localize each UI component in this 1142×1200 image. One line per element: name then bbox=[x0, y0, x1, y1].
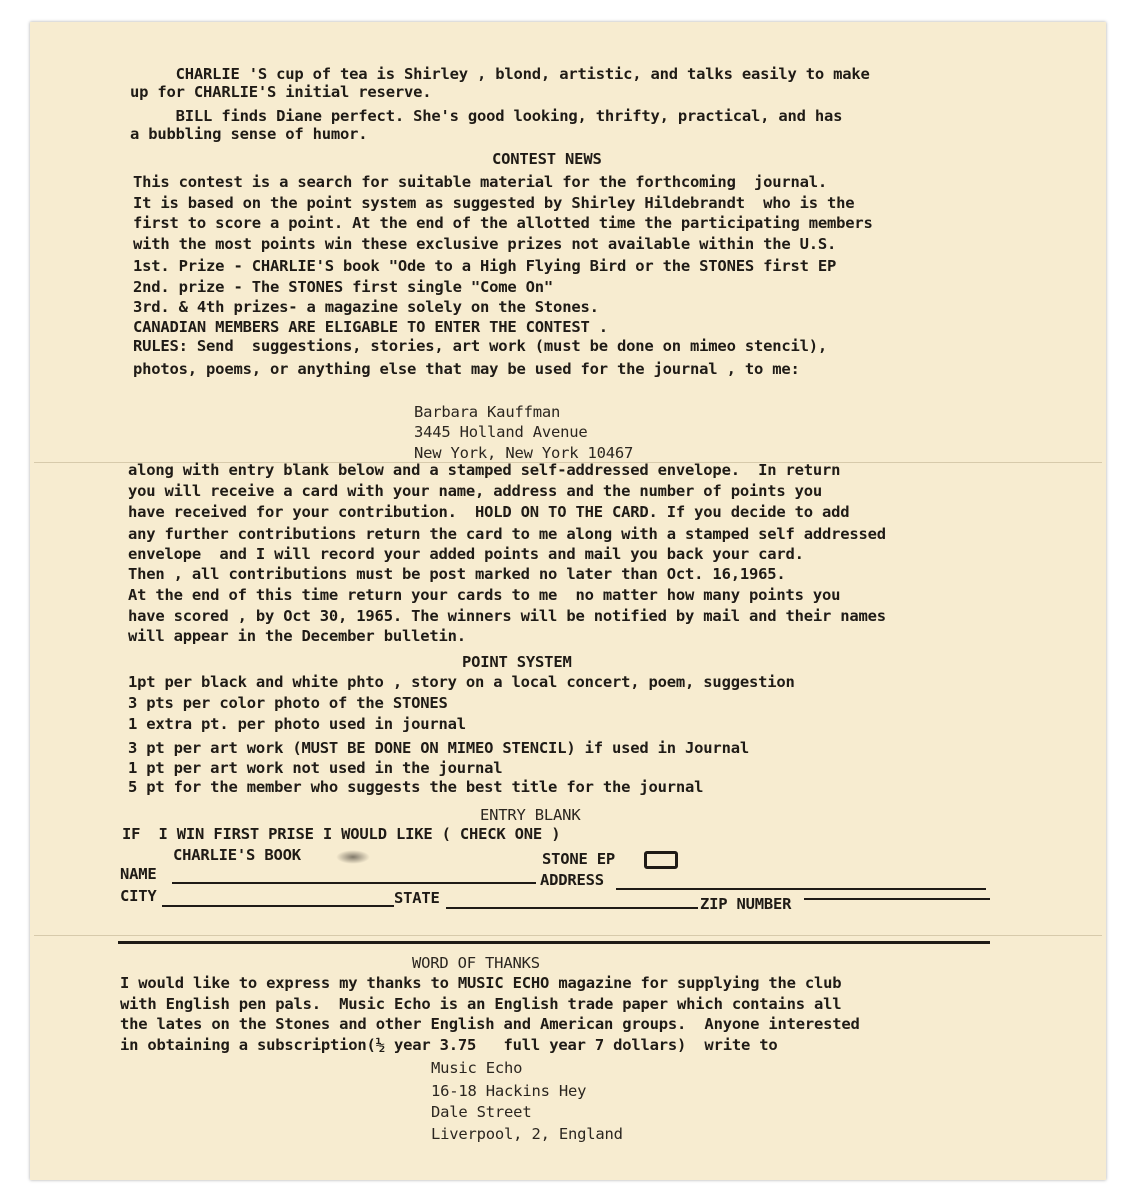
entry-blank-prompt: IF I WIN FIRST PRISE I WOULD LIKE ( CHECK ONE ) bbox=[122, 825, 561, 843]
instructions-line: any further contributions return the card to me along with a stamped self addressed bbox=[128, 525, 886, 543]
contest-line: 1st. Prize - CHARLIE'S book "Ode to a High Flying Bird or the STONES first EP bbox=[133, 257, 837, 275]
address-line: New York, New York 10467 bbox=[414, 444, 634, 462]
address-label: ADDRESS bbox=[540, 871, 604, 889]
contest-heading: CONTEST NEWS bbox=[492, 150, 602, 168]
thanks-heading: WORD OF THANKS bbox=[412, 954, 540, 972]
state-label: STATE bbox=[394, 889, 440, 907]
book-checkbox[interactable] bbox=[336, 850, 370, 864]
entry-blank-heading: ENTRY BLANK bbox=[480, 806, 581, 824]
contest-line: 3rd. & 4th prizes- a magazine solely on the Stones. bbox=[133, 298, 599, 316]
point-system-line: 1pt per black and white phto , story on a local concert, poem, suggestion bbox=[128, 673, 795, 691]
intro-line: up for CHARLIE'S initial reserve. bbox=[130, 83, 432, 101]
point-system-line: 1 extra pt. per photo used in journal bbox=[128, 715, 466, 733]
thanks-line: I would like to express my thanks to MUSIC ECHO magazine for supplying the club bbox=[120, 974, 842, 992]
thanks-line: the lates on the Stones and other English and American groups. Anyone interested bbox=[120, 1015, 860, 1033]
instructions-line: have scored , by Oct 30, 1965. The winners will be notified by mail and their names bbox=[128, 607, 886, 625]
instructions-line: envelope and I will record your added points and mail you back your card. bbox=[128, 545, 804, 563]
name-field[interactable] bbox=[172, 882, 536, 884]
zip-field[interactable] bbox=[804, 898, 990, 900]
instructions-line: will appear in the December bulletin. bbox=[128, 627, 466, 645]
intro-line: a bubbling sense of humor. bbox=[130, 125, 368, 143]
city-field[interactable] bbox=[162, 905, 394, 907]
ep-option-label: STONE EP bbox=[542, 850, 616, 868]
city-label: CITY bbox=[120, 887, 157, 905]
point-system-line: 3 pt per art work (MUST BE DONE ON MIMEO STENCIL) if used in Journal bbox=[128, 739, 749, 757]
instructions-line: have received for your contribution. HOLD ON TO THE CARD. If you decide to add bbox=[128, 503, 850, 521]
intro-line: CHARLIE 'S cup of tea is Shirley , blond, artistic, and talks easily to make bbox=[130, 65, 870, 83]
contest-line: 2nd. prize - The STONES first single "Come On" bbox=[133, 278, 554, 296]
address-line: 16-18 Hackins Hey bbox=[431, 1082, 587, 1100]
address-field[interactable] bbox=[616, 888, 986, 890]
contest-line: with the most points win these exclusive prizes not available within the U.S. bbox=[133, 235, 837, 253]
state-field[interactable] bbox=[446, 907, 698, 909]
address-line: Dale Street bbox=[431, 1103, 532, 1121]
cut-line bbox=[118, 941, 990, 944]
address-line: Liverpool, 2, England bbox=[431, 1125, 623, 1143]
contest-line: CANADIAN MEMBERS ARE ELIGABLE TO ENTER THE CONTEST . bbox=[133, 318, 608, 336]
fold-line bbox=[34, 935, 1102, 936]
name-label: NAME bbox=[120, 865, 157, 883]
address-line: Barbara Kauffman bbox=[414, 403, 561, 421]
thanks-line: in obtaining a subscription(½ year 3.75 full year 7 dollars) write to bbox=[120, 1036, 778, 1054]
contest-line: RULES: Send suggestions, stories, art work (must be done on mimeo stencil), bbox=[133, 337, 828, 355]
instructions-line: At the end of this time return your cards to me no matter how many points you bbox=[128, 586, 841, 604]
book-option-label: CHARLIE'S BOOK bbox=[173, 846, 301, 864]
address-line: 3445 Holland Avenue bbox=[414, 423, 588, 441]
zip-label: ZIP NUMBER bbox=[700, 895, 792, 913]
thanks-line: with English pen pals. Music Echo is an English trade paper which contains all bbox=[120, 995, 842, 1013]
instructions-line: you will receive a card with your name, address and the number of points you bbox=[128, 482, 823, 500]
contest-line: This contest is a search for suitable material for the forthcoming journal. bbox=[133, 173, 828, 191]
contest-line: photos, poems, or anything else that may be used for the journal , to me: bbox=[133, 360, 800, 378]
intro-line: BILL finds Diane perfect. She's good looking, thrifty, practical, and has bbox=[130, 107, 843, 125]
point-system-heading: POINT SYSTEM bbox=[462, 653, 572, 671]
contest-line: first to score a point. At the end of the allotted time the participating members bbox=[133, 214, 873, 232]
instructions-line: Then , all contributions must be post marked no later than Oct. 16,1965. bbox=[128, 565, 786, 583]
ep-checkbox[interactable] bbox=[644, 851, 678, 869]
point-system-line: 3 pts per color photo of the STONES bbox=[128, 694, 448, 712]
instructions-line: along with entry blank below and a stamped self-addressed envelope. In return bbox=[128, 461, 841, 479]
point-system-line: 5 pt for the member who suggests the best title for the journal bbox=[128, 778, 704, 796]
address-line: Music Echo bbox=[431, 1059, 523, 1077]
contest-line: It is based on the point system as suggested by Shirley Hildebrandt who is the bbox=[133, 194, 855, 212]
point-system-line: 1 pt per art work not used in the journal bbox=[128, 759, 503, 777]
